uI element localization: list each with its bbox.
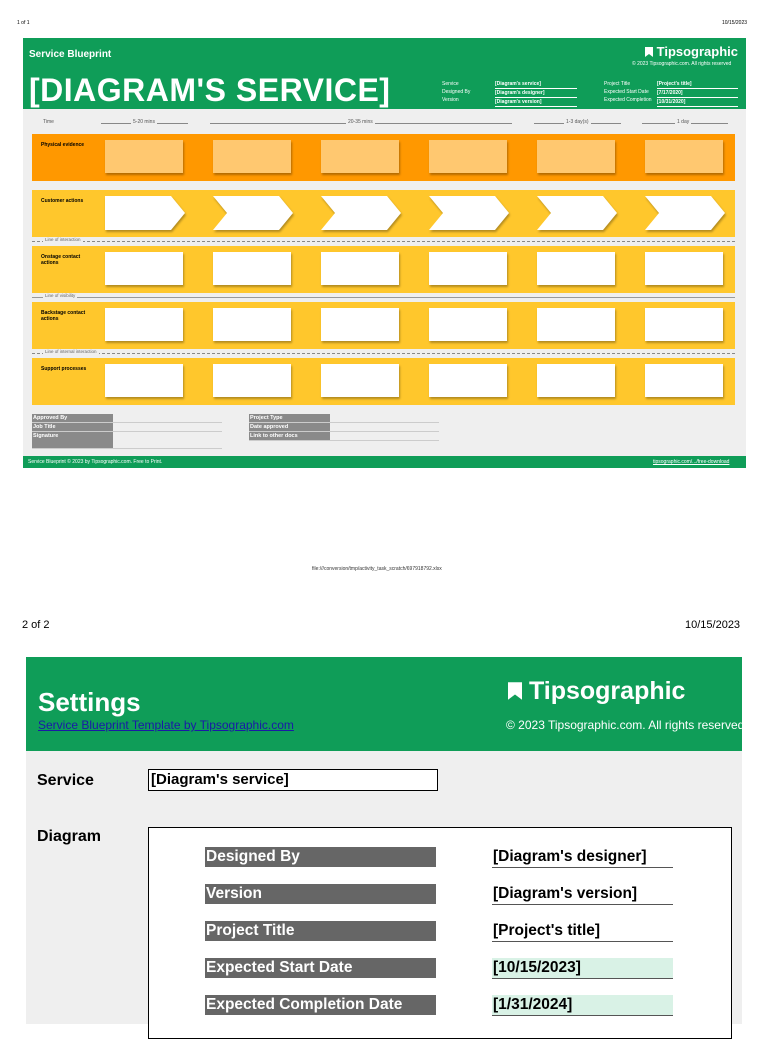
meta-key: Service <box>442 81 459 87</box>
setting-key: Project Title <box>205 921 436 941</box>
action-box[interactable] <box>213 308 291 341</box>
file-path: file:///conversion/tmp/activity_task_scratch/697918792.xlsx <box>312 566 442 572</box>
setting-value[interactable]: [10/15/2023] <box>492 958 673 979</box>
field-key: Project Type <box>249 414 330 422</box>
evidence-box[interactable] <box>213 140 291 173</box>
page2-copyright: © 2023 Tipsographic.com. All rights reserved <box>506 718 745 732</box>
time-row <box>23 119 746 129</box>
page1-brand-text: Tipsographic <box>656 44 739 59</box>
lane-label: Customer actions <box>41 198 84 204</box>
action-box[interactable] <box>213 364 291 397</box>
setting-key: Version <box>205 884 436 904</box>
time-segment-label: 5-20 mins <box>133 119 155 125</box>
chevron-step-shape[interactable] <box>429 196 509 230</box>
field-key: Signature <box>32 432 113 448</box>
line-label: Line of visibility <box>45 293 76 298</box>
page2-brand <box>508 677 685 706</box>
field-row <box>32 414 222 423</box>
lane-label: Support processes <box>41 366 87 372</box>
action-box[interactable] <box>105 252 183 285</box>
action-box[interactable] <box>645 308 723 341</box>
time-segment-label: 1-3 day(s) <box>566 119 589 125</box>
action-box[interactable] <box>105 364 183 397</box>
line-of-internal-interaction <box>32 353 735 354</box>
page1-page-number: 1 of 1 <box>17 20 30 26</box>
meta-left-keys <box>442 80 470 104</box>
field-value[interactable] <box>330 423 439 431</box>
setting-value[interactable]: [Diagram's designer] <box>492 847 673 868</box>
lane-label: Physical evidence <box>41 142 85 148</box>
action-box[interactable] <box>321 308 399 341</box>
page2-date: 10/15/2023 <box>685 619 741 631</box>
meta-key: Version <box>442 97 459 103</box>
action-box[interactable] <box>321 364 399 397</box>
chevron-step-shape[interactable] <box>537 196 617 230</box>
bookmark-icon <box>508 682 522 700</box>
lane-onstage-actions <box>32 246 735 293</box>
field-row <box>249 423 439 432</box>
action-box[interactable] <box>429 308 507 341</box>
field-key: Job Title <box>32 423 113 431</box>
blueprint-body <box>23 109 746 456</box>
page2-page-number: 2 of 2 <box>22 619 50 631</box>
chevron-step-shape[interactable] <box>321 196 401 230</box>
lane-support-processes <box>32 358 735 405</box>
evidence-box[interactable] <box>105 140 183 173</box>
meta-right-values <box>657 80 738 107</box>
footer-text: Service Blueprint © 2023 by Tipsographic.com. Free to Print. <box>28 459 163 465</box>
page1-title: [DIAGRAM'S SERVICE] <box>29 72 391 108</box>
field-value[interactable] <box>113 432 222 448</box>
field-value[interactable] <box>330 432 439 440</box>
evidence-box[interactable] <box>321 140 399 173</box>
setting-row <box>205 884 675 906</box>
action-box[interactable] <box>537 252 615 285</box>
meta-value[interactable]: [7/17/2020] <box>657 89 738 98</box>
page1-copyright: © 2023 Tipsographic.com. All rights reserved <box>632 61 732 67</box>
time-segment-label: 1 day <box>677 119 690 125</box>
chevron-step-shape[interactable] <box>105 196 185 230</box>
setting-row <box>205 958 675 980</box>
page1-date: 10/15/2023 <box>722 20 748 26</box>
action-box[interactable] <box>105 308 183 341</box>
chevron-step-shape[interactable] <box>213 196 293 230</box>
setting-row <box>205 921 675 943</box>
field-key: Link to other docs <box>249 432 330 440</box>
page1-header <box>23 38 746 109</box>
meta-value[interactable]: [10/31/2020] <box>657 98 738 107</box>
diagram-label: Diagram <box>37 828 102 845</box>
page2-header <box>26 657 745 751</box>
action-box[interactable] <box>537 364 615 397</box>
time-segment-label: 20-35 mins <box>348 119 373 125</box>
action-box[interactable] <box>429 364 507 397</box>
field-value[interactable] <box>330 414 439 422</box>
lane-label: Onstage contact actions <box>41 254 81 266</box>
evidence-box[interactable] <box>429 140 507 173</box>
page2-title: Settings <box>38 687 141 717</box>
settings-body <box>26 751 742 1024</box>
lane-physical-evidence <box>32 134 735 181</box>
setting-value[interactable]: [Diagram's version] <box>492 884 673 905</box>
meta-right-keys <box>604 80 652 104</box>
lane-label: Backstage contact actions <box>41 310 86 322</box>
meta-key: Expected Start Date <box>604 89 649 95</box>
meta-key: Project Title <box>604 81 631 87</box>
field-key: Approved By <box>32 414 113 422</box>
setting-key: Designed By <box>205 847 436 867</box>
line-label: Line of interaction <box>45 237 81 242</box>
action-box[interactable] <box>429 252 507 285</box>
setting-value[interactable]: [Project's title] <box>492 921 673 942</box>
page1-label: Service Blueprint <box>29 49 112 60</box>
page2-brand-text: Tipsographic <box>528 677 686 705</box>
page1-brand <box>645 44 738 59</box>
evidence-box[interactable] <box>537 140 615 173</box>
meta-value[interactable]: [Diagram's service] <box>495 80 577 89</box>
time-label: Time <box>43 119 54 125</box>
action-box[interactable] <box>321 252 399 285</box>
lane-backstage-actions <box>32 302 735 349</box>
line-of-interaction <box>32 241 735 242</box>
line-of-visibility <box>32 297 735 298</box>
approval-fields <box>32 414 222 449</box>
action-box[interactable] <box>645 364 723 397</box>
meta-key: Expected Completion <box>604 97 652 103</box>
chevron-step-shape[interactable] <box>645 196 725 230</box>
setting-key: Expected Start Date <box>205 958 436 978</box>
field-row <box>249 414 439 423</box>
diagram-fields-box <box>148 827 732 1039</box>
service-input[interactable]: [Diagram's service] <box>148 769 438 791</box>
template-link[interactable]: Service Blueprint Template by Tipsographic.com <box>38 718 294 732</box>
field-value[interactable] <box>113 414 222 422</box>
setting-key: Expected Completion Date <box>205 995 436 1015</box>
action-box[interactable] <box>645 252 723 285</box>
meta-left-values <box>495 80 577 107</box>
meta-value[interactable]: [Diagram's designer] <box>495 89 577 98</box>
meta-value[interactable]: [Diagram's version] <box>495 98 577 107</box>
line-label: Line of internal interaction <box>45 349 97 354</box>
lane-customer-actions <box>32 190 735 237</box>
field-row <box>249 432 439 441</box>
action-box[interactable] <box>213 252 291 285</box>
field-row <box>32 423 222 432</box>
page1-footer <box>23 456 746 468</box>
footer-link[interactable]: tipsographic.com/.../free-download <box>653 459 730 465</box>
field-value[interactable] <box>113 423 222 431</box>
action-box[interactable] <box>537 308 615 341</box>
project-fields <box>249 414 439 441</box>
bookmark-icon <box>645 47 653 57</box>
setting-row <box>205 847 675 869</box>
evidence-box[interactable] <box>645 140 723 173</box>
setting-value[interactable]: [1/31/2024] <box>492 995 673 1016</box>
service-label: Service <box>37 772 94 789</box>
meta-key: Designed By <box>442 89 471 95</box>
setting-row <box>205 995 675 1017</box>
field-key: Date approved <box>249 423 330 431</box>
meta-value[interactable]: [Project's title] <box>657 80 738 89</box>
field-row <box>32 432 222 449</box>
